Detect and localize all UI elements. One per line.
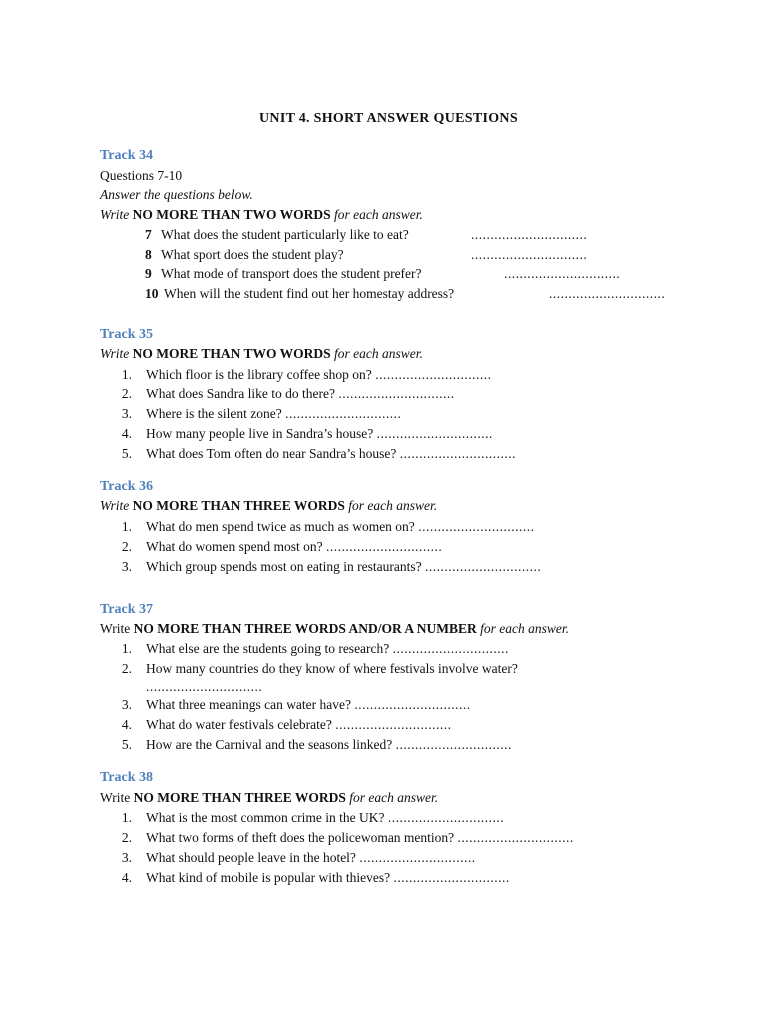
question-item: What does Sandra like to do there? .............................. (146, 386, 455, 401)
answer-blank[interactable]: .............................. (392, 641, 509, 656)
answer-blank[interactable]: .............................. (471, 247, 588, 262)
item-number: 4. (121, 717, 132, 732)
answer-blank[interactable]: .............................. (285, 406, 402, 421)
item-number: 4. (121, 426, 132, 441)
question-item: 10 When will the student find out her homestay address? (145, 286, 455, 301)
question-item: What does Tom often do near Sandra’s house? .............................. (146, 446, 516, 461)
item-number: 3. (121, 850, 132, 865)
answer-blank[interactable]: .............................. (335, 717, 452, 732)
questions-range: Questions 7-10 (100, 168, 183, 183)
question-item: How many countries do they know of where festivals involve water? (146, 661, 518, 676)
item-number: 1. (121, 810, 132, 825)
item-number: 3. (121, 697, 132, 712)
question-item: What should people leave in the hotel? .............................. (146, 850, 476, 865)
item-number: 2. (121, 830, 132, 845)
answer-blank[interactable]: .............................. (424, 559, 542, 574)
question-item: 9 What mode of transport does the student prefer? (145, 266, 422, 281)
item-number: 1. (121, 367, 132, 382)
item-number: 1. (121, 641, 132, 656)
word-limit-instruction: Write NO MORE THAN THREE WORDS AND/OR A NUMBER for each answer. (100, 621, 570, 636)
question-item: Which group spends most on eating in restaurants? .............................. (146, 559, 542, 574)
answer-blank[interactable]: .............................. (325, 539, 443, 554)
answer-blank[interactable]: .............................. (359, 850, 476, 865)
answer-blank[interactable]: .............................. (387, 810, 505, 825)
answer-blank[interactable]: .............................. (338, 386, 455, 401)
track-37-heading: Track 37 (100, 602, 154, 617)
question-item: What do water festivals celebrate? .............................. (146, 717, 452, 732)
item-number: 1. (121, 519, 132, 534)
question-item: What do men spend twice as much as women on? .............................. (146, 519, 535, 534)
question-item: How are the Carnival and the seasons linked? .............................. (146, 737, 512, 752)
item-number: 3. (121, 406, 132, 421)
answer-blank[interactable]: .............................. (418, 519, 535, 534)
answer-blank[interactable]: .............................. (354, 697, 471, 712)
question-item: 8 What sport does the student play? (145, 247, 344, 262)
question-item: Which floor is the library coffee shop on? .............................. (146, 367, 492, 382)
item-number: 2. (121, 386, 132, 401)
item-number: 5. (121, 737, 132, 752)
answer-instruction: Answer the questions below. (100, 187, 253, 202)
question-item: What two forms of theft does the policewoman mention? .............................. (146, 830, 574, 845)
answer-blank[interactable]: .............................. (457, 830, 574, 845)
word-limit-instruction: Write NO MORE THAN THREE WORDS for each answer. (100, 498, 438, 513)
track-38-heading: Track 38 (100, 770, 154, 785)
word-limit-instruction: Write NO MORE THAN THREE WORDS for each answer. (100, 790, 439, 805)
track-36-heading: Track 36 (100, 479, 154, 494)
question-item: What three meanings can water have? .............................. (146, 697, 471, 712)
answer-blank[interactable]: .............................. (376, 426, 493, 441)
question-item: What is the most common crime in the UK? .............................. (146, 810, 505, 825)
answer-blank[interactable]: .............................. (471, 227, 588, 242)
track-35-heading: Track 35 (100, 327, 154, 342)
answer-blank[interactable]: .............................. (375, 367, 492, 382)
page-title: UNIT 4. SHORT ANSWER QUESTIONS (259, 111, 518, 126)
question-item: What else are the students going to research? .............................. (146, 641, 509, 656)
item-number: 5. (121, 446, 132, 461)
track-34-heading: Track 34 (100, 148, 154, 163)
answer-blank[interactable]: .............................. (146, 679, 263, 694)
answer-blank[interactable]: .............................. (399, 446, 516, 461)
word-limit-instruction: Write NO MORE THAN TWO WORDS for each answer. (100, 346, 423, 361)
question-item: How many people live in Sandra’s house? .............................. (146, 426, 493, 441)
item-number: 4. (121, 870, 132, 885)
answer-blank[interactable]: .............................. (395, 737, 512, 752)
question-item: 7 What does the student particularly like to eat? (145, 227, 409, 242)
item-number: 3. (121, 559, 132, 574)
item-number: 2. (121, 539, 132, 554)
question-item: What do women spend most on? .............................. (146, 539, 443, 554)
word-limit-instruction: Write NO MORE THAN TWO WORDS for each answer. (100, 207, 423, 222)
item-number: 2. (121, 661, 132, 676)
answer-blank[interactable]: .............................. (549, 286, 666, 301)
answer-blank[interactable]: .............................. (393, 870, 510, 885)
question-item: What kind of mobile is popular with thieves? .............................. (146, 870, 510, 885)
question-item: Where is the silent zone? .............................. (146, 406, 402, 421)
answer-blank[interactable]: .............................. (504, 266, 621, 281)
